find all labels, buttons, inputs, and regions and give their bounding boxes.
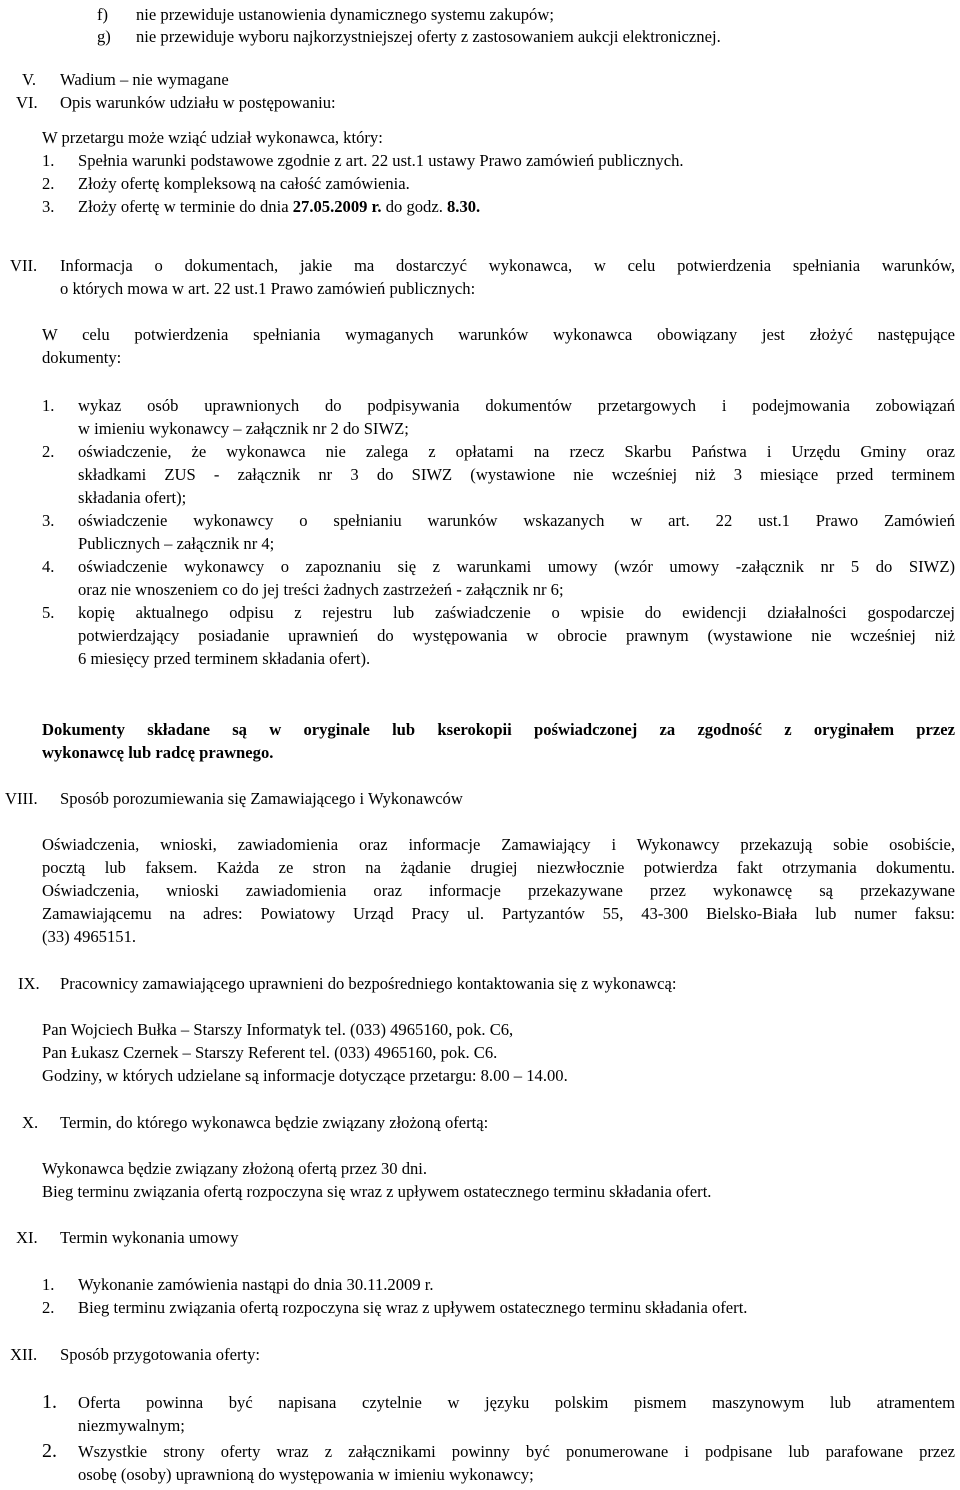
list-number: 2. xyxy=(42,442,55,461)
paragraph-line: Bieg terminu związania ofertą rozpoczyna się wraz z upływem ostatecznego terminu składania ofert. xyxy=(42,1182,712,1201)
text-fragment: do godz. xyxy=(381,197,447,216)
section-title-ix: Pracownicy zamawiającego uprawnieni do bezpośredniego kontaktowania się z wykonawcą: xyxy=(60,974,677,993)
hours-line: Godziny, w których udzielane są informacje dotyczące przetargu: 8.00 – 14.00. xyxy=(42,1066,568,1085)
list-item-line: wykaz osób uprawnionych do podpisywania dokumentów przetargowych i podejmowania zobowiązań xyxy=(78,396,955,415)
list-item-line: oraz nie wnoszeniem co do jej treści żadnych zastrzeżeń - załącznik nr 6; xyxy=(78,580,564,599)
section-number-vii: VII. xyxy=(10,256,38,275)
section-title-xi: Termin wykonania umowy xyxy=(60,1228,239,1247)
item-label-g: g) xyxy=(97,27,111,46)
text-fragment: Złoży ofertę w terminie do dnia xyxy=(78,197,293,216)
list-number: 3. xyxy=(42,197,55,216)
section-title-x: Termin, do którego wykonawca będzie związany złożoną ofertą: xyxy=(60,1113,489,1132)
list-item-line: kopię aktualnego odpisu z rejestru lub zaświadczenie o wpisie do ewidencji działalności gospodarczej xyxy=(78,603,955,622)
section-title-xii: Sposób przygotowania oferty: xyxy=(60,1345,261,1364)
paragraph-line: (33) 4965151. xyxy=(42,927,137,946)
section-title-vii-line2: o których mowa w art. 22 ust.1 Prawo zamówień publicznych: xyxy=(60,279,476,298)
list-item-text: Wykonanie zamówienia nastąpi do dnia 30.11.2009 r. xyxy=(78,1275,434,1294)
list-number: 1. xyxy=(42,396,55,415)
paragraph-line: pocztą lub faksem. Każda ze stron na żądanie drugiej niezwłocznie potwierdza fakt otrzymania dokumentu. xyxy=(42,858,955,877)
list-item-line: Oferta powinna być napisana czytelnie w języku polskim pismem maszynowym lub atramentem xyxy=(78,1393,955,1412)
list-item-line: 6 miesięcy przed terminem składania ofert). xyxy=(78,649,371,668)
list-item-line: oświadczenie wykonawcy o spełnianiu warunków wskazanych w art. 22 ust.1 Prawo Zamówień xyxy=(78,511,955,530)
list-item-line: Publicznych – załącznik nr 4; xyxy=(78,534,275,553)
section-number-v: V. xyxy=(22,70,36,89)
list-item-text: Złoży ofertę kompleksową na całość zamówienia. xyxy=(78,174,410,193)
contact-line: Pan Łukasz Czernek – Starszy Referent tel. (033) 4965160, pok. C6. xyxy=(42,1043,498,1062)
list-number: 1. xyxy=(42,1275,55,1294)
list-number: 1. xyxy=(42,151,55,170)
deadline-date: 27.05.2009 r. xyxy=(292,197,382,216)
section-intro-vii-line1: W celu potwierdzenia spełniania wymaganych warunków wykonawca obowiązany jest złożyć następujące xyxy=(42,325,955,344)
list-item-text: Spełnia warunki podstawowe zgodnie z art. 22 ust.1 ustawy Prawo zamówień publicznych. xyxy=(78,151,684,170)
section-number-x: X. xyxy=(22,1113,39,1132)
list-item-line: oświadczenie wykonawcy o zapoznaniu się z warunkami umowy (wzór umowy -załącznik nr 5 do SIWZ) xyxy=(78,557,955,576)
bold-note-line2: wykonawcę lub radcę prawnego. xyxy=(42,743,274,762)
section-intro-vi: W przetargu może wziąć udział wykonawca, który: xyxy=(42,128,383,147)
list-item-line: składkami ZUS - załącznik nr 3 do SIWZ (wystawione nie wcześniej niż 3 miesiące przed terminem xyxy=(78,465,955,484)
list-number: 3. xyxy=(42,511,55,530)
section-title-vii-line1: Informacja o dokumentach, jakie ma dostarczyć wykonawca, w celu potwierdzenia spełniania warunków, xyxy=(60,256,955,275)
section-title-viii: Sposób porozumiewania się Zamawiającego i Wykonawców xyxy=(60,789,463,808)
paragraph-line: Wykonawca będzie związany złożoną ofertą przez 30 dni. xyxy=(42,1159,428,1178)
deadline-hour: 8.30. xyxy=(447,197,481,216)
section-title-vi: Opis warunków udziału w postępowaniu: xyxy=(60,93,336,112)
list-item-line: oświadczenie, że wykonawca nie zalega z opłatami na rzecz Skarbu Państwa i Urzędu Gminy oraz xyxy=(78,442,955,461)
section-number-viii: VIII. xyxy=(5,789,38,808)
list-item-text: Bieg terminu związania ofertą rozpoczyna się wraz z upływem ostatecznego terminu składania ofert. xyxy=(78,1298,748,1317)
list-number: 1. xyxy=(42,1391,57,1413)
list-item-line: osobę (osoby) uprawnioną do występowania w imieniu wykonawcy; xyxy=(78,1465,534,1484)
list-number: 2. xyxy=(42,1440,57,1462)
section-number-xi: XI. xyxy=(16,1228,38,1247)
list-item-line: składania ofert); xyxy=(78,488,187,507)
paragraph-line: Oświadczenia, wnioski zawiadomienia oraz informacje przekazywane przez wykonawcę są przekazywane xyxy=(42,881,955,900)
list-item-line: Wszystkie strony oferty wraz z załącznikami powinny być ponumerowane i podpisane lub parafowane przez xyxy=(78,1442,955,1461)
list-number: 2. xyxy=(42,174,55,193)
bold-note-line1: Dokumenty składane są w oryginale lub kserokopii poświadczonej za zgodność z oryginałem przez xyxy=(42,720,955,739)
list-item-text xyxy=(78,195,480,218)
contact-line: Pan Wojciech Bułka – Starszy Informatyk tel. (033) 4965160, pok. C6, xyxy=(42,1020,514,1039)
section-title-v: Wadium – nie wymagane xyxy=(60,70,229,89)
item-text-g: nie przewiduje wyboru najkorzystniejszej oferty z zastosowaniem aukcji elektronicznej. xyxy=(136,27,721,46)
list-item-line: potwierdzający posiadanie uprawnień do występowania w obrocie prawnym (wystawione nie wcześniej niż xyxy=(78,626,955,645)
list-number: 5. xyxy=(42,603,55,622)
section-number-ix: IX. xyxy=(18,974,40,993)
section-number-vi: VI. xyxy=(16,93,38,112)
section-intro-vii-line2: dokumenty: xyxy=(42,348,122,367)
paragraph-line: Zamawiającemu na adres: Powiatowy Urząd Pracy ul. Partyzantów 55, 43-300 Bielsko-Biała lub numer faksu: xyxy=(42,904,955,923)
list-item-line: niezmywalnym; xyxy=(78,1416,185,1435)
paragraph-line: Oświadczenia, wnioski, zawiadomienia oraz informacje Zamawiający i Wykonawcy przekazują sobie osobiście, xyxy=(42,835,955,854)
list-number: 4. xyxy=(42,557,55,576)
list-item-line: w imieniu wykonawcy – załącznik nr 2 do SIWZ; xyxy=(78,419,409,438)
list-number: 2. xyxy=(42,1298,55,1317)
item-text-f: nie przewiduje ustanowienia dynamicznego systemu zakupów; xyxy=(136,5,554,24)
section-number-xii: XII. xyxy=(10,1345,38,1364)
item-label-f: f) xyxy=(97,5,109,24)
